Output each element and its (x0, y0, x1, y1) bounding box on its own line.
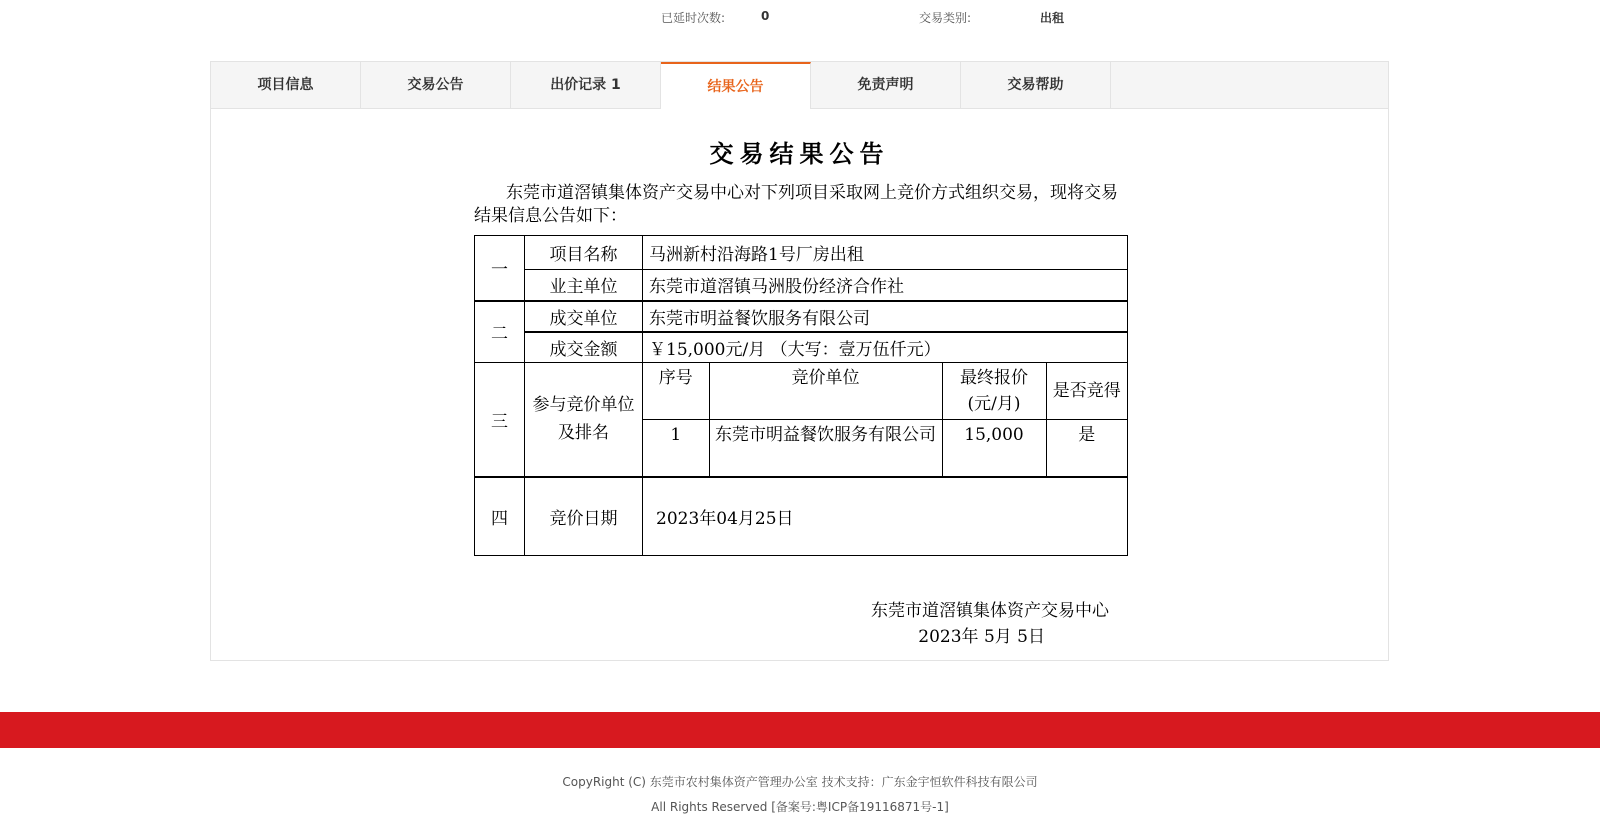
auction-date-value: 2023年04月25日 (643, 477, 1128, 555)
section-number: 二 (475, 301, 525, 363)
tab-trade-notice[interactable]: 交易公告 (361, 62, 511, 108)
footer-icp: All Rights Reserved [备案号:粤ICP备19116871号-1] (651, 800, 949, 814)
table-row (475, 301, 1128, 332)
table-row (475, 332, 1128, 363)
project-name-label: 项目名称 (525, 236, 643, 270)
trade-type-label: 交易类别: (919, 11, 972, 25)
bidders-cell (643, 362, 1128, 477)
owner-value: 东莞市道滘镇马洲股份经济合作社 (643, 270, 1128, 301)
winner-label: 成交单位 (525, 301, 643, 332)
tab-help[interactable]: 交易帮助 (961, 62, 1111, 108)
table-row (643, 363, 1127, 420)
tab-project-info[interactable]: 项目信息 (211, 62, 361, 108)
col-header-no: 序号 (643, 363, 709, 420)
notice-title: 交易结果公告 (709, 140, 890, 168)
tab-result-notice[interactable]: 结果公告 (661, 62, 811, 109)
bid-no: 1 (643, 419, 709, 476)
footer-copyright: CopyRight (C) 东莞市农村集体资产管理办公室 技术支持：广东金宇恒软件科技有限公司 (562, 775, 1038, 789)
table-row (475, 477, 1128, 555)
bid-ranking-table (643, 363, 1127, 477)
table-row (643, 419, 1127, 476)
detail-panel (210, 61, 1389, 661)
notice-intro: 东莞市道滘镇集体资产交易中心对下列项目采取网上竞价方式组织交易，现将交易结果信息公告如下： (474, 183, 1118, 226)
project-name-value: 马洲新村沿海路1号厂房出租 (643, 236, 1128, 270)
tab-bid-records[interactable]: 出价记录 1 (511, 62, 661, 108)
winner-value: 东莞市明益餐饮服务有限公司 (643, 301, 1128, 332)
tab-disclaimer[interactable]: 免责声明 (811, 62, 961, 108)
bid-unit: 东莞市明益餐饮服务有限公司 (709, 419, 942, 476)
site-footer (0, 770, 1600, 820)
amount-value: ￥15,000元/月 （大写：壹万伍仟元） (643, 332, 1128, 363)
bidders-label: 参与竞价单位及排名 (525, 362, 643, 477)
section-number: 三 (475, 362, 525, 477)
amount-label: 成交金额 (525, 332, 643, 363)
table-row (475, 270, 1128, 301)
table-row (475, 362, 1128, 477)
signature-date: 2023年 5月 5日 (918, 627, 1045, 647)
delay-count-label: 已延时次数: (661, 11, 726, 25)
footer-bar (0, 712, 1600, 748)
signature-org: 东莞市道滘镇集体资产交易中心 (871, 601, 1109, 621)
bid-price: 15,000 (942, 419, 1046, 476)
section-number: 四 (475, 477, 525, 555)
date-label: 竞价日期 (525, 477, 643, 555)
signature-block (211, 598, 1109, 650)
col-header-won: 是否竞得 (1046, 363, 1127, 420)
bid-won: 是 (1046, 419, 1127, 476)
trade-type-value: 出租 (1040, 11, 1065, 25)
table-row (475, 236, 1128, 270)
trade-summary-bar (0, 0, 1600, 40)
col-header-price: 最终报价(元/月) (942, 363, 1046, 420)
owner-label: 业主单位 (525, 270, 643, 301)
tab-bar (211, 62, 1388, 109)
delay-count-value: 0 (761, 9, 770, 23)
col-header-unit: 竞价单位 (709, 363, 942, 420)
section-number: 一 (475, 236, 525, 301)
result-table (474, 235, 1128, 556)
